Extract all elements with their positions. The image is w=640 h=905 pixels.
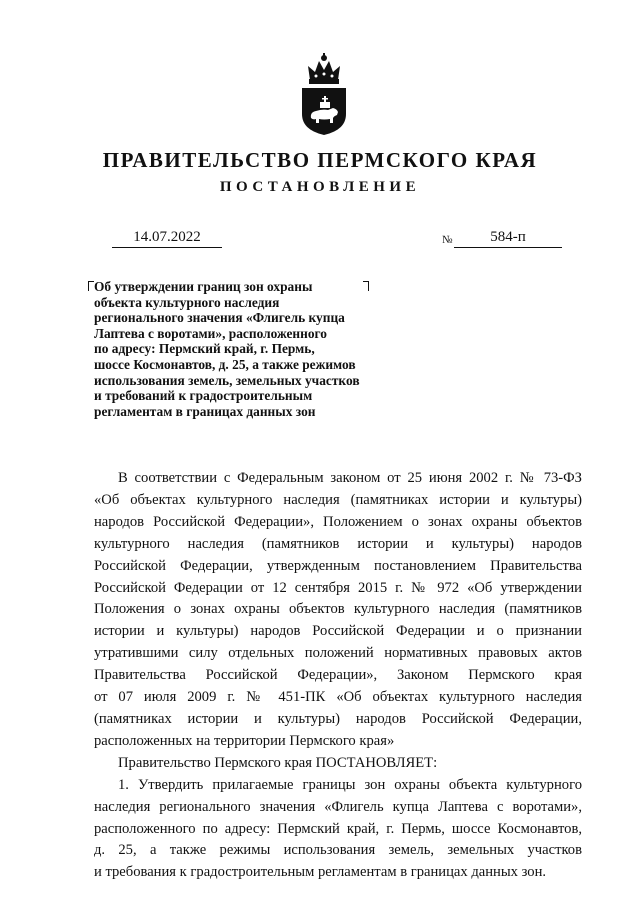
body-line: д. 25, а также режимы использования земель, земельных участков [94, 842, 582, 859]
heading-line: объекта культурного наследия [94, 294, 280, 310]
heading-line: регионального значения «Флигель купца [94, 310, 345, 326]
document-date: 14.07.2022 [112, 229, 222, 248]
body-line: культурного наследия (памятников истории и культуры) народов [94, 535, 582, 552]
document-body [94, 468, 582, 884]
body-line: и требования к градостроительным регламентам в границах данных зон. [94, 864, 547, 881]
body-line: народов Российской Федерации», Положением о зонах охраны объектов [94, 513, 582, 530]
body-line: «Об объектах культурного наследия (памятниках истории и культуры) [94, 491, 582, 508]
coat-of-arms-icon [298, 52, 350, 136]
body-line: Положения о зонах охраны объектов культурного наследия (памятников [94, 601, 582, 618]
heading-line: Об утверждении границ зон охраны [94, 279, 313, 294]
body-line: утратившими силу отдельных положений нормативных правовых актов [94, 645, 582, 662]
document-heading [94, 279, 414, 419]
body-line: Правительства Российской Федерации», Законом Пермского края [94, 667, 582, 684]
body-line: расположенного по адресу: Пермский край, г. Пермь, шоссе Космонавтов, [94, 820, 582, 837]
document-type: ПОСТАНОВЛЕНИЕ [219, 179, 421, 195]
heading-line: использования земель, земельных участков [94, 372, 360, 388]
government-title: ПРАВИТЕЛЬСТВО ПЕРМСКОГО КРАЯ [102, 148, 538, 172]
number-label: № [442, 234, 453, 246]
document-number: 584-п [454, 229, 562, 248]
heading-line: и требований к градостроительным [94, 388, 313, 404]
body-line: В соответствии с Федеральным законом от 25 июня 2002 г. № 73-ФЗ [118, 470, 582, 486]
body-line: Правительство Пермского края ПОСТАНОВЛЯЕТ: [118, 754, 438, 771]
body-line: истории и культуры) народов Российской Федерации и о признании [94, 623, 582, 640]
heading-line: регламентам в границах данных зон [94, 403, 316, 419]
heading-line: по адресу: Пермский край, г. Пермь, [94, 341, 315, 357]
body-line: Российской Федерации, утвержденным постановлением Правительства [94, 557, 582, 574]
body-line: Российской Федерации от 12 сентября 2015 г. № 972 «Об утверждении [94, 579, 582, 596]
body-line: (памятниках истории и культуры) народов Российской Федерации, [94, 710, 582, 727]
heading-line: Лаптева с воротами», расположенного [94, 325, 328, 341]
body-line: наследия регионального значения «Флигель купца Лаптева с воротами», [94, 798, 582, 815]
body-line: 1. Утвердить прилагаемые границы зон охраны объекта культурного [118, 776, 582, 793]
body-line: расположенных на территории Пермского края» [94, 732, 395, 749]
heading-line: шоссе Космонавтов, д. 25, а также режимов [94, 356, 356, 372]
body-line: от 07 июля 2009 г. № 451-ПК «Об объектах культурного наследия [94, 689, 582, 706]
